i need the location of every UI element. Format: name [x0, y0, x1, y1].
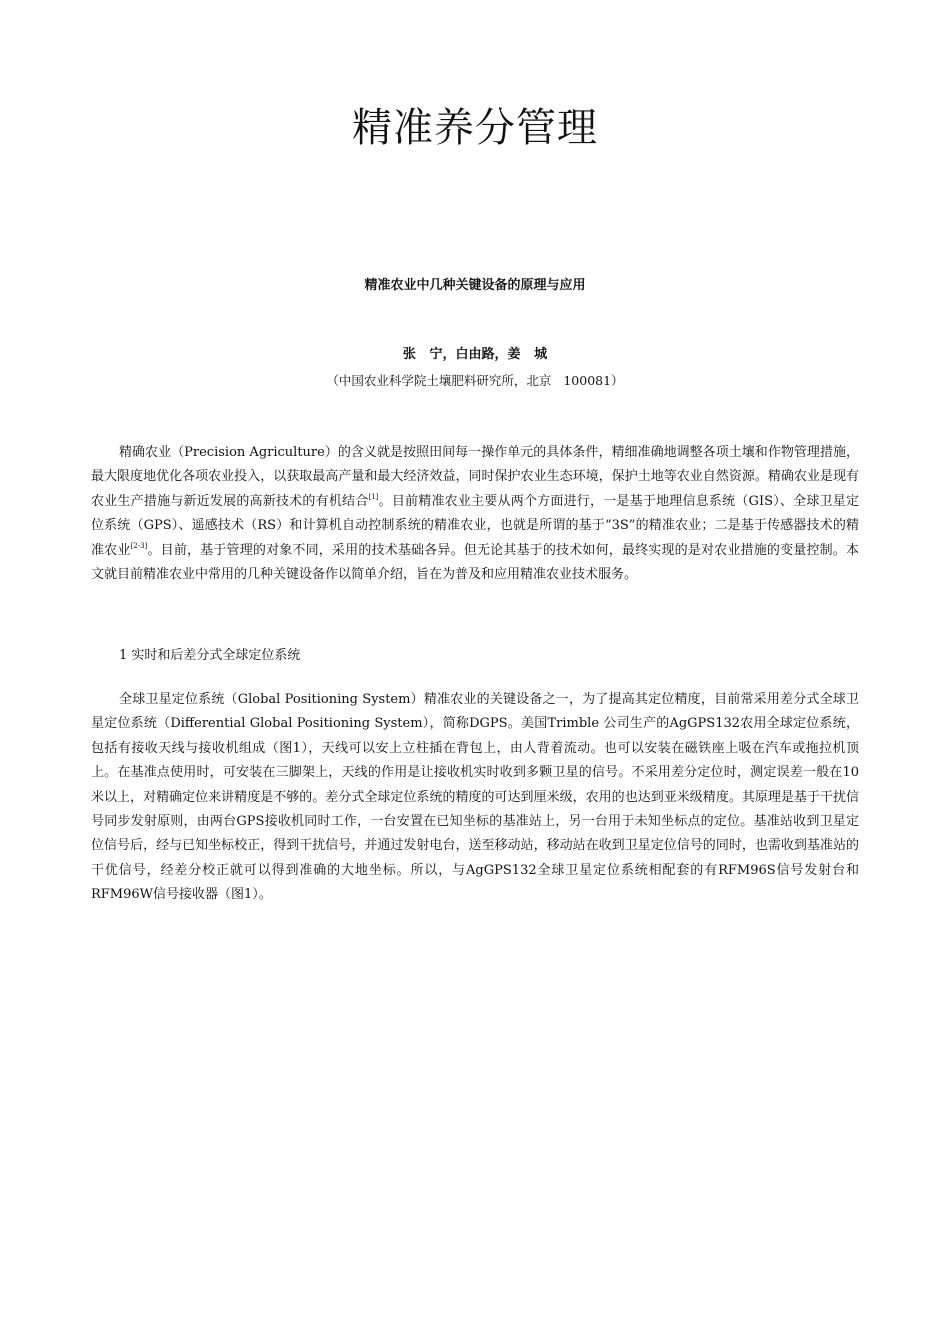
section1-paragraph: 全球卫星定位系统（Global Positioning System）精准农业的关键设备之一，为了提高其定位精度，目前常采用差分式全球卫星定位系统（Differential Global Positioning System），简称DGPS。美国Trimble 公司生产的AgGPS132农用全球定位系统，包括有接收天线与接收机组成（图1），天线可以安上立柱插在背包上，由人背着流动。也可以安装在磁铁座上吸在汽车或拖拉机顶上。在基准点使用时，可安装在三脚架上，天线的作用是让接收机实时收到多颗卫星的信号。不采用差分定位时，测定误差一般在10米以上，对精确定位来讲精度是不够的。差分式全球定位系统的精度的可达到厘米级，农用的也达到亚米级精度。其原理是基于干扰信号同步发射原则，由两台GPS接收机同时工作，一台安置在已知坐标的基准站上，另一台用于未知坐标点的定位。基准站收到卫星定位信号后，经与已知坐标校正，得到干扰信号，并通过发射电台，送至移动站，移动站在收到卫星定位信号的同时，也需收到基准站的干优信号，经差分校正就可以得到准确的大地坐标。所以，与AgGPS132全球卫星定位系统相配套的有RFM96S信号发射台和RFM96W信号接收器（图1）。	[91, 692, 859, 903]
paper-title: 精准农业中几种关键设备的原理与应用	[364, 278, 586, 293]
intro-text-part3: 。目前，基于管理的对象不同，采用的技术基础各异。但无论其基于的技术如何，最终实现的是对农业措施的变量控制。本文就目前精准农业中常用的几种关键设备作以简单介绍，旨在为普及和应用精准农业技术服务。	[91, 542, 859, 583]
citation-ref-1: [1]	[368, 492, 379, 501]
section-heading-1: 1 实时和后差分式全球定位系统	[119, 648, 301, 663]
citation-ref-2-3: [2-3]	[130, 541, 148, 550]
intro-text-part1: 精确农业（Precision Agriculture）的含义就是按照田间每一操作单元的具体条件，精细准确地调整各项土壤和作物管理措施，最大限度地优化各项农业投入，以获取最高产量和最大经济效益，同时保护农业生态环境，保护土地等农业自然资源。精确农业是现有农业生产措施与新近发展的高新技术的有机结合	[91, 445, 859, 509]
paper-affiliation: （中国农业科学院土壤肥料研究所，北京 100081）	[326, 373, 624, 388]
intro-text-part2: 。目前精准农业主要从两个方面进行，一是基于地理信息系统（GIS）、全球卫星定位系统（GPS）、遥感技术（RS）和计算机自动控制系统的精准农业，也就是所谓的基于“3S”的精准农业；二是基于传感器技术的精准农业	[91, 493, 859, 558]
document-title: 精准养分管理	[352, 105, 598, 151]
intro-paragraph	[91, 441, 859, 587]
paper-authors: 张 宁，白由路，姜 城	[402, 347, 548, 362]
